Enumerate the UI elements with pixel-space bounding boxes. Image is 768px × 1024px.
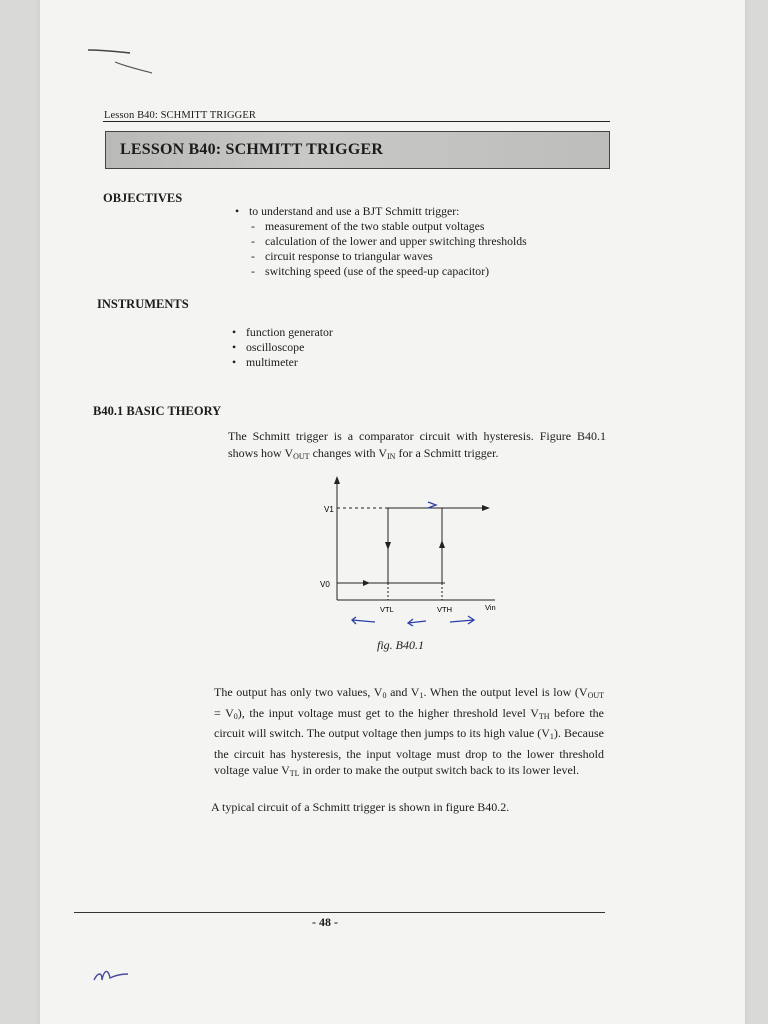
typical-circuit-sentence: A typical circuit of a Schmitt trigger is shown in figure B40.2. — [211, 800, 510, 814]
lesson-title-banner — [105, 131, 610, 169]
instruments-list — [232, 325, 333, 370]
handwritten-annotations — [352, 502, 474, 626]
objective-sub-3: - circuit response to triangular waves — [251, 249, 433, 263]
footer-rule — [74, 912, 605, 913]
output-explanation-paragraph: The output has only two values, $V_0$ and $V_1$. When the output level is low $(V_{OUT} = V_0)$, the input voltage must get to the higher threshold level $V_{TH}$ before the circuit will switch. The output voltage then jumps to its high value $(V_1)$. Because the circuit has hysteresis, the input voltage must drop to the lower threshold voltage value $V_{TL}$ in order to make the output switch back to its lower level. — [214, 685, 605, 778]
instruments-heading: INSTRUMENTS — [97, 297, 189, 311]
lesson-title: LESSON B40: SCHMITT TRIGGER — [120, 141, 384, 158]
vth-up-arrow — [439, 540, 445, 548]
v0-label: V0 — [320, 580, 330, 589]
instrument-item: • oscilloscope — [232, 340, 305, 354]
vtl-label: VTL — [380, 605, 394, 614]
vth-label: VTH — [437, 605, 452, 614]
y-axis-arrow — [334, 476, 340, 484]
objective-sub-2: - calculation of the lower and upper switching thresholds — [251, 234, 527, 248]
hysteresis-figure — [300, 470, 520, 635]
objectives-list — [235, 204, 527, 279]
objective-sub-1: - measurement of the two stable output voltages — [251, 219, 485, 233]
v0-arrow — [363, 580, 370, 586]
instrument-item: • multimeter — [232, 355, 298, 369]
header-rule — [103, 121, 610, 122]
page-number: - 48 - — [312, 915, 338, 929]
objective-main: • to understand and use a BJT Schmitt trigger: — [235, 204, 460, 218]
pen-scribble-top — [80, 40, 170, 85]
pen-scribble-bottom — [88, 962, 138, 992]
objective-sub-4: - switching speed (use of the speed-up capacitor) — [251, 264, 490, 278]
figure-caption: fig. B40.1 — [377, 638, 424, 652]
vin-label: Vin — [485, 603, 496, 612]
instrument-item: • function generator — [232, 325, 333, 339]
v1-label: V1 — [324, 505, 334, 514]
running-header: Lesson B40: SCHMITT TRIGGER — [104, 110, 256, 121]
vtl-down-arrow — [385, 542, 391, 550]
v1-arrow — [482, 505, 490, 511]
basic-theory-heading: B40.1 BASIC THEORY — [93, 404, 222, 418]
basic-theory-intro: The Schmitt trigger is a comparator circuit with hysteresis. Figure B40.1 shows how $V_{OUT}$ changes with $V_{IN}$ for a Schmitt trigger. — [228, 429, 606, 461]
objectives-heading: OBJECTIVES — [103, 191, 183, 205]
